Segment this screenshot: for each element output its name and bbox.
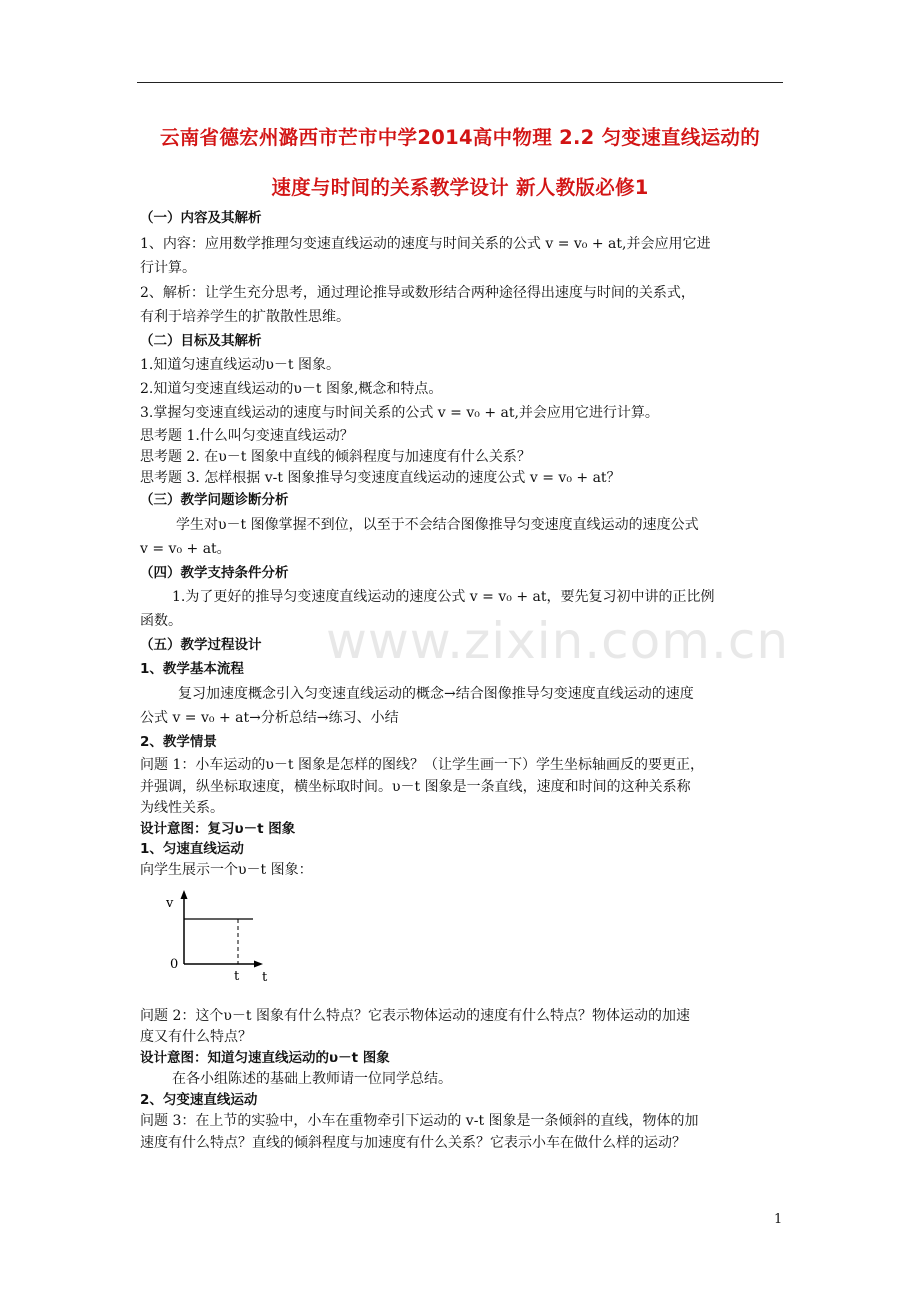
subsection-heading: 2、匀变速直线运动 bbox=[140, 1092, 258, 1108]
paragraph-line: 在各小组陈述的基础上教师请一位同学总结。 bbox=[172, 1071, 452, 1087]
paragraph-line: v = v₀ + at。 bbox=[140, 541, 231, 557]
paragraph-line: 有利于培养学生的扩散散性思维。 bbox=[140, 309, 350, 325]
paragraph-line: 问题 1：小车运动的υ－t 图象是怎样的图线？（让学生画一下）学生坐标轴画反的要更正， bbox=[140, 757, 704, 773]
document-title-line-1: 云南省德宏州潞西市芒市中学2014高中物理 2.2 匀变速直线运动的 bbox=[159, 126, 761, 149]
paragraph-line: 2、解析：让学生充分思考，通过理论推导或数形结合两种途径得出速度与时间的关系式， bbox=[140, 285, 695, 301]
paragraph-line: 问题 2：这个υ－t 图象有什么特点？它表示物体运动的速度有什么特点？物体运动的加速 bbox=[140, 1008, 690, 1024]
paragraph-line: 公式 v = v₀ + at→分析总结→练习、小结 bbox=[140, 710, 399, 726]
document-title-line-2: 速度与时间的关系教学设计 新人教版必修1 bbox=[271, 176, 649, 199]
section-heading-3: （三）教学问题诊断分析 bbox=[140, 492, 289, 508]
design-intent-line: 设计意图：知道匀速直线运动的υ－t 图象 bbox=[140, 1050, 390, 1066]
section-heading-2: （二）目标及其解析 bbox=[140, 333, 262, 349]
paragraph-line: 问题 3：在上节的实验中，小车在重物牵引下运动的 v-t 图象是一条倾斜的直线，物体的加 bbox=[140, 1113, 699, 1129]
section-heading-5: （五）教学过程设计 bbox=[140, 637, 262, 653]
paragraph-line: 思考题 1.什么叫匀变速直线运动？ bbox=[140, 428, 354, 444]
paragraph-line: 向学生展示一个υ－t 图象： bbox=[140, 862, 313, 878]
paragraph-line: 复习加速度概念引入匀变速直线运动的概念→结合图像推导匀变速度直线运动的速度 bbox=[178, 686, 694, 702]
paragraph-line: 1.为了更好的推导匀变速度直线运动的速度公式 v = v₀ + at，要先复习初中讲的正比例 bbox=[172, 589, 715, 605]
velocity-time-graph bbox=[164, 890, 284, 990]
x-axis-arrow bbox=[254, 961, 263, 968]
subsection-heading: 1、教学基本流程 bbox=[140, 661, 244, 677]
watermark: www.zixin.com.cn bbox=[326, 612, 790, 670]
paragraph-line: 行计算。 bbox=[140, 260, 196, 276]
subsection-heading: 1、匀速直线运动 bbox=[140, 841, 244, 857]
paragraph-line: 2.知道匀变速直线运动的υ－t 图象,概念和特点。 bbox=[140, 381, 443, 397]
design-intent-line: 设计意图：复习υ－t 图象 bbox=[140, 821, 296, 837]
header-rule bbox=[137, 82, 783, 83]
page-number: 1 bbox=[774, 1212, 783, 1227]
paragraph-line: 速度有什么特点？直线的倾斜程度与加速度有什么关系？它表示小车在做什么样的运动？ bbox=[140, 1135, 686, 1151]
y-axis-label: v bbox=[166, 896, 174, 911]
paragraph-line: 学生对υ－t 图像掌握不到位，以至于不会结合图像推导匀变速度直线运动的速度公式 bbox=[176, 517, 699, 533]
paragraph-line: 1、内容：应用数学推理匀变速直线运动的速度与时间关系的公式 v = v₀ + at,并会应用它进 bbox=[140, 236, 711, 252]
paragraph-line: 1.知道匀速直线运动υ－t 图象。 bbox=[140, 357, 340, 373]
paragraph-line: 思考题 3. 怎样根据 v-t 图象推导匀变速度直线运动的速度公式 v = v₀ + at？ bbox=[140, 470, 621, 486]
section-heading-1: （一）内容及其解析 bbox=[140, 210, 262, 226]
paragraph-line: 为线性关系。 bbox=[140, 800, 224, 816]
x-axis-label: t bbox=[262, 970, 268, 985]
paragraph-line: 函数。 bbox=[140, 613, 182, 629]
origin-label: 0 bbox=[170, 957, 179, 972]
paragraph-line: 度又有什么特点？ bbox=[140, 1029, 252, 1045]
time-tick-label: t bbox=[234, 969, 240, 984]
subsection-heading: 2、教学情景 bbox=[140, 734, 217, 750]
paragraph-line: 思考题 2. 在υ－t 图象中直线的倾斜程度与加速度有什么关系？ bbox=[140, 449, 531, 465]
paragraph-line: 并强调，纵坐标取速度，横坐标取时间。υ－t 图象是一条直线，速度和时间的这种关系称 bbox=[140, 779, 691, 795]
section-heading-4: （四）教学支持条件分析 bbox=[140, 565, 289, 581]
paragraph-line: 3.掌握匀变速直线运动的速度与时间关系的公式 v = v₀ + at,并会应用它进行计算。 bbox=[140, 405, 659, 421]
y-axis-arrow bbox=[181, 890, 188, 899]
